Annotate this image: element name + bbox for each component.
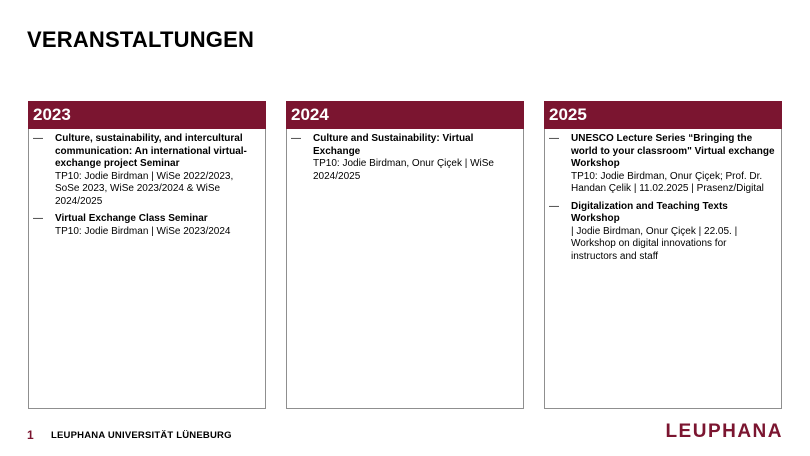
page-number: 1 — [27, 428, 34, 442]
event-item — [33, 213, 259, 238]
column-2023 — [28, 101, 266, 409]
event-item — [291, 133, 517, 183]
event-title: UNESCO Lecture Series “Bringing the world to your classroom" Virtual exchange Workshop — [571, 133, 775, 169]
page-title: VERANSTALTUNGEN — [27, 27, 255, 52]
event-item — [549, 201, 775, 264]
event-title: Digitalization and Teaching Texts Workshop — [571, 200, 728, 224]
leuphana-logo: LEUPHANA — [665, 421, 783, 442]
event-list — [29, 129, 265, 238]
event-title: Culture, sustainability, and intercultural communication: An international virtual-exchange project Seminar — [55, 133, 247, 169]
event-list — [287, 129, 523, 183]
event-title: Virtual Exchange Class Seminar — [55, 213, 208, 224]
event-detail: TP10: Jodie Birdman | WiSe 2022/2023, SoSe 2023, WiSe 2023/2024 & WiSe 2024/2025 — [55, 170, 234, 207]
event-detail: TP10: Jodie Birdman, Onur Çiçek; Prof. Dr. Handan Çelik | 11.02.2025 | Prasenz/Digital — [571, 170, 764, 194]
event-detail: TP10: Jodie Birdman | WiSe 2023/2024 — [55, 225, 231, 237]
bullet-dash: — — [33, 133, 43, 144]
column-2024 — [286, 101, 524, 409]
bullet-dash: — — [291, 133, 301, 144]
bullet-dash: — — [549, 200, 559, 212]
column-2025 — [544, 101, 782, 409]
bullet-dash: — — [33, 213, 43, 224]
column-year-header: 2023 — [28, 101, 266, 129]
event-item — [33, 133, 259, 208]
bullet-dash: — — [549, 133, 559, 144]
event-title: Culture and Sustainability: Virtual Exchange — [313, 133, 474, 157]
footer-institution: LEUPHANA UNIVERSITÄT LÜNEBURG — [51, 430, 232, 441]
column-year-header: 2025 — [544, 101, 782, 129]
event-detail: | Jodie Birdman, Onur Çiçek | 22.05. | Workshop on digital innovations for instructors and staff — [571, 225, 738, 262]
event-detail: TP10: Jodie Birdman, Onur Çiçek | WiSe 2024/2025 — [313, 158, 494, 182]
column-year-header: 2024 — [286, 101, 524, 129]
event-item — [549, 133, 775, 196]
event-list — [545, 129, 781, 263]
